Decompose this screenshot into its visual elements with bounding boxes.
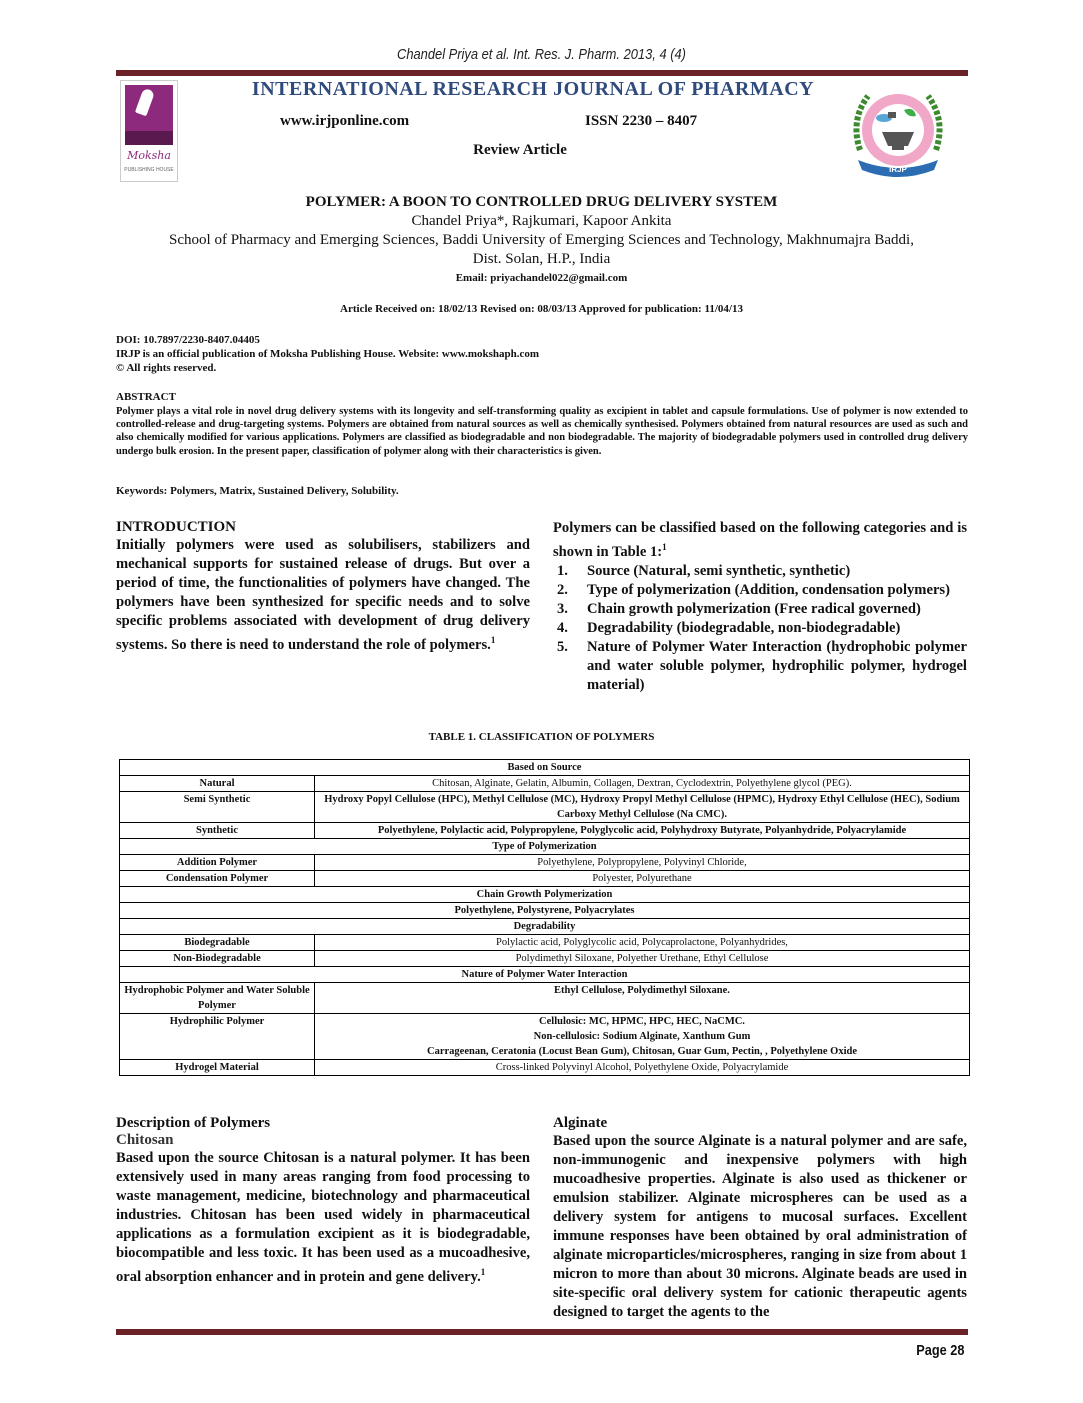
alginate-heading: Alginate (553, 1115, 608, 1131)
table-row-label: Biodegradable (120, 935, 315, 951)
keywords: Keywords: Polymers, Matrix, Sustained Delivery, Solubility. (116, 485, 399, 497)
list-number: 3. (557, 600, 568, 617)
abstract-heading: ABSTRACT (116, 391, 176, 403)
table-cell: Polyester, Polyurethane (315, 871, 970, 887)
list-item (553, 619, 967, 638)
table-row-label: Condensation Polymer (120, 871, 315, 887)
table-cell-line: Carrageenan, Ceratonia (Locust Bean Gum), Chitosan, Guar Gum, Pectin, , Polyethylene Oxide (427, 1046, 857, 1057)
table-cell: Cross-linked Polyvinyl Alcohol, Polyethylene Oxide, Polyacrylamide (315, 1060, 970, 1076)
list-text: Chain growth polymerization (Free radical governed) (587, 600, 921, 617)
table-group-header: Chain Growth Polymerization (120, 887, 970, 903)
mortar-pestle-emblem-icon (846, 80, 950, 184)
table-row-label: Non-Biodegradable (120, 951, 315, 967)
citation-ref: 1 (480, 1267, 486, 1277)
table-row (120, 792, 970, 823)
classification-intro (553, 519, 967, 562)
table-row (120, 871, 970, 887)
list-item (553, 581, 967, 600)
table-row (120, 935, 970, 951)
abstract-text: Polymer plays a vital role in novel drug delivery systems with its longevity and self-transforming quality as excipient in tablet and capsule formulations. Use of polymer is now extended to controlled-release and drug-targeting systems. Polymers are obtained from natural sources as well as chemically synthesised. Polymers obtained from natural resources are used as such and also chemically modified for various applications. Polymers are classified as biodegradable and non biodegradable. The majority of biodegradable polymers used in controlled drug delivery undergo bulk erosion. In the present paper, classification of polymer along with their characteristics is given. (116, 406, 968, 457)
article-affiliation-location: Dist. Solan, H.P., India (472, 251, 611, 267)
author-email[interactable]: Email: priyachandel022@gmail.com (455, 272, 628, 284)
table-row (120, 1014, 970, 1060)
table-group-header: Nature of Polymer Water Interaction (120, 967, 970, 983)
list-number: 1. (557, 562, 568, 579)
list-text: Type of polymerization (Addition, condensation polymers) (587, 581, 950, 598)
table-cell: Polyethylene, Polypropylene, Polyvinyl Chloride, (315, 855, 970, 871)
list-text: Nature of Polymer Water Interaction (hydrophobic polymer and water soluble polymer, hydrophilic polymer, hydrogel material) (587, 638, 967, 693)
table-cell (315, 1014, 970, 1060)
table-cell: Ethyl Cellulose, Polydimethyl Siloxane. (315, 983, 970, 1014)
classification-table (119, 759, 970, 1076)
publisher-logo (120, 80, 178, 182)
article-authors: Chandel Priya*, Rajkumari, Kapoor Ankita (411, 213, 672, 229)
table-row-label: Hydrogel Material (120, 1060, 315, 1076)
table-group-header: Type of Polymerization (120, 839, 970, 855)
table-row-label: Hydrophilic Polymer (120, 1014, 315, 1060)
list-text: Source (Natural, semi synthetic, synthetic) (587, 562, 851, 579)
table-row (120, 855, 970, 871)
classification-list (553, 562, 967, 695)
table-cell: Polyethylene, Polystyrene, Polyacrylates (120, 903, 970, 919)
chitosan-heading: Chitosan (116, 1132, 174, 1148)
page-number: Page 28 (916, 1342, 965, 1359)
chitosan-body: Based upon the source Chitosan is a natural polymer. It has been extensively used in many areas ranging from food processing to waste management, medicine, biotechnology and pharmaceutical industries. Chitosan has been used widely in pharmaceutical applications as a formulation excipient as it is biodegradable, biocompatible and less toxic. It has been used as a mucoadhesive, oral absorption enhancer and in protein and gene delivery. (116, 1150, 530, 1285)
table-row-label: Addition Polymer (120, 855, 315, 871)
introduction-section (116, 519, 530, 655)
introduction-text (116, 536, 530, 655)
classification-section (553, 519, 967, 695)
classification-intro-text: Polymers can be classified based on the following categories and is shown in Table 1: (553, 520, 967, 560)
table-row (120, 983, 970, 1014)
copyright-notice: © All rights reserved. (116, 362, 217, 374)
citation-ref: 1 (490, 635, 496, 645)
journal-emblem (846, 80, 950, 184)
running-head: Chandel Priya et al. Int. Res. J. Pharm. 2013, 4 (4) (397, 46, 686, 63)
table-cell: Polydimethyl Siloxane, Polyether Urethane, Ethyl Cellulose (315, 951, 970, 967)
header-rule (116, 70, 968, 76)
publisher-logo-subtitle: PUBLISHING HOUSE (124, 167, 174, 173)
publisher-logo-name: Moksha (127, 149, 171, 162)
journal-website: www.irjponline.com (280, 113, 410, 129)
article-type: Review Article (473, 142, 567, 158)
table-row (120, 919, 970, 935)
table-row (120, 951, 970, 967)
alginate-text: Based upon the source Alginate is a natural polymer and are safe, non-immunogenic and inexpensive polymers with high mucoadhesive properties. Alginate is also used as thickener or emulsion stabilizer. Alginate microspheres can be used as a delivery system for antigens to mucosal surfaces. Excellent immune responses have been obtained by oral administration of alginate microparticles/microspheres, ranging in size from about 1 micron to more than about 30 microns. Alginate beads are used in site-specific oral delivery system for cationic therapeutic agents designed to target the agents to the (553, 1133, 967, 1320)
article-affiliation: School of Pharmacy and Emerging Sciences, Baddi University of Emerging Sciences and Technology, Makhnumajra Baddi, (169, 232, 914, 248)
table-row (120, 903, 970, 919)
chitosan-text (116, 1149, 530, 1287)
table-row (120, 839, 970, 855)
page-fold-icon (125, 131, 173, 145)
article-doi[interactable]: DOI: 10.7897/2230-8407.04405 (116, 334, 260, 346)
table-cell-line: Non-cellulosic: Sodium Alginate, Xanthum Gum (533, 1031, 751, 1042)
table-group-header: Degradability (120, 919, 970, 935)
table-row-label: Hydrophobic Polymer and Water Soluble Polymer (120, 983, 315, 1014)
publication-note: IRJP is an official publication of Moksha Publishing House. Website: www.mokshaph.com (116, 348, 540, 360)
table-cell: Polylactic acid, Polyglycolic acid, Polycaprolactone, Polyanhydrides, (315, 935, 970, 951)
introduction-body: Initially polymers were used as solubilisers, stabilizers and mechanical supports for sustained release of drugs. But over a period of time, the functionalities of polymers have changed. The polymers have been synthesized for specific needs and to solve specific problems associated with development of drug delivery systems. So there is need to understand the role of polymers. (116, 537, 530, 653)
footer-rule (116, 1329, 968, 1335)
table-row-label: Synthetic (120, 823, 315, 839)
table-row (120, 760, 970, 776)
article-title: POLYMER: A BOON TO CONTROLLED DRUG DELIVERY SYSTEM (305, 194, 778, 210)
table-row-label: Natural (120, 776, 315, 792)
journal-title: INTERNATIONAL RESEARCH JOURNAL OF PHARMACY (251, 78, 815, 100)
table-cell: Chitosan, Alginate, Gelatin, Albumin, Collagen, Dextran, Cyclodextrin, Polyethylene glycol (PEG). (315, 776, 970, 792)
table-row (120, 776, 970, 792)
table-row (120, 887, 970, 903)
list-number: 4. (557, 619, 568, 636)
table-row-label: Semi Synthetic (120, 792, 315, 823)
svg-text:IRJP: IRJP (889, 165, 907, 174)
table-row (120, 1060, 970, 1076)
table-row (120, 823, 970, 839)
list-number: 2. (557, 581, 568, 598)
citation-ref: 1 (662, 542, 667, 552)
description-heading: Description of Polymers (116, 1115, 271, 1131)
table-row (120, 967, 970, 983)
list-item (553, 638, 967, 695)
table-caption: TABLE 1. CLASSIFICATION OF POLYMERS (428, 731, 655, 743)
introduction-heading: INTRODUCTION (116, 519, 237, 535)
list-text: Degradability (biodegradable, non-biodegradable) (587, 619, 901, 636)
list-item (553, 600, 967, 619)
list-number: 5. (557, 638, 568, 655)
article-dates: Article Received on: 18/02/13 Revised on: 08/03/13 Approved for publication: 11/04/13 (340, 303, 743, 315)
description-section (116, 1115, 530, 1287)
table-group-header: Based on Source (120, 760, 970, 776)
list-item (553, 562, 967, 581)
alginate-section (553, 1115, 967, 1322)
table-cell: Hydroxy Popyl Cellulose (HPC), Methyl Cellulose (MC), Hydroxy Propyl Methyl Cellulose (HPMC), Hydroxy Ethyl Cellulose (HEC), Sodium Carboxy Methyl Cellulose (Na CMC). (315, 792, 970, 823)
table-cell: Polyethylene, Polylactic acid, Polypropylene, Polyglycolic acid, Polyhydroxy Butyrate, Polyanhydride, Polyacrylamide (315, 823, 970, 839)
table-cell-line: Cellulosic: MC, HPMC, HPC, HEC, NaCMC. (539, 1016, 745, 1027)
journal-issn: ISSN 2230 – 8407 (585, 113, 698, 129)
